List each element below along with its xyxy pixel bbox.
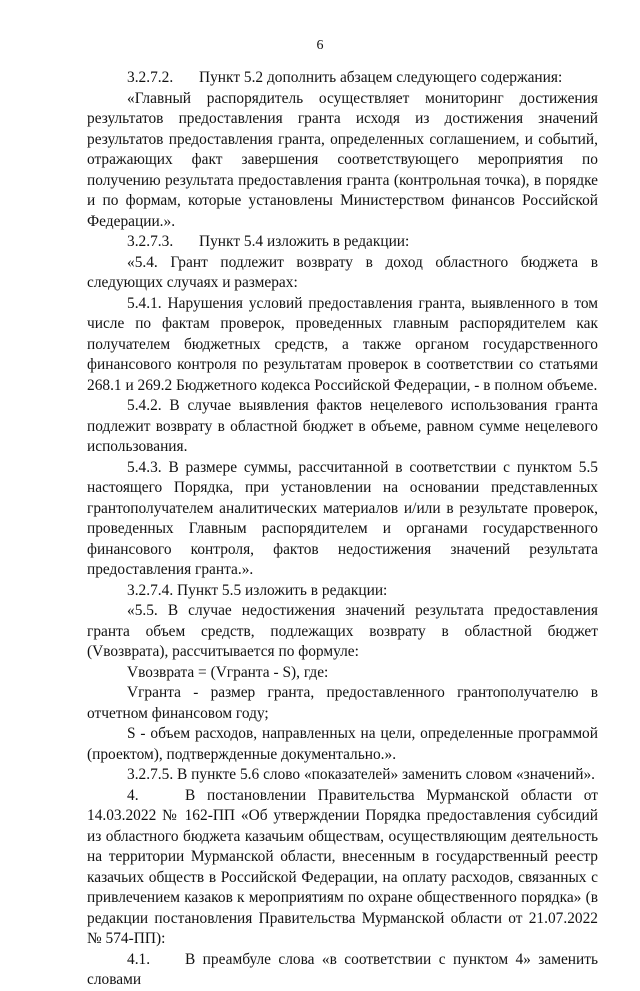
paragraph-text: Vгранта - размер гранта, предоставленного грантополучателю в отчетном финансовом году; bbox=[87, 684, 598, 722]
paragraph-3-2-7-3 bbox=[87, 232, 598, 253]
paragraph-s-definition bbox=[87, 724, 598, 765]
paragraph-4-1 bbox=[87, 950, 598, 991]
paragraph-text: Пункт 5.2 дополнить абзацем следующего содержания: bbox=[199, 69, 563, 86]
page-number: 6 bbox=[316, 38, 324, 53]
paragraph-text: В преамбуле слова «в соответствии с пунктом 4» заменить словами bbox=[87, 950, 598, 988]
paragraph-text: 5.4.3. В размере суммы, рассчитанной в соответствии с пунктом 5.5 настоящего Порядка, при установлении на основании представленных грантополучателем аналитических материалов и/или в результате проверок, проведенных Главным распорядителем и органами государственного финансового контроля, фактов недостижения значений результата предоставления гранта.». bbox=[87, 458, 598, 578]
paragraph-3-2-7-4 bbox=[87, 581, 598, 602]
formula-text: Vвозврата = (Vгранта - S), где: bbox=[127, 663, 329, 681]
clause-number: 4.1. bbox=[127, 950, 151, 968]
paragraph-5-5 bbox=[87, 601, 598, 663]
paragraph-5-4-2 bbox=[87, 396, 598, 458]
paragraph-text: 5.4.1. Нарушения условий предоставления гранта, выявленного в том числе по фактам проверок, проведенных главным распорядителем как получателем бюджетных средств, а также органом государственного финансового контроля по результатам проверок в соответствии со статьями 268.1 и 269.2 Бюджетного кодекса Российской Федерации, - в полном объеме. bbox=[87, 294, 598, 394]
paragraph-quote-monitoring bbox=[87, 89, 598, 233]
paragraph-5-4-3 bbox=[87, 458, 598, 581]
paragraph-5-4 bbox=[87, 253, 598, 294]
paragraph-3-2-7-5 bbox=[87, 765, 598, 786]
paragraph-5-4-1 bbox=[87, 294, 598, 397]
paragraph-4 bbox=[87, 786, 598, 950]
paragraph-v-granta bbox=[87, 683, 598, 724]
paragraph-text: 3.2.7.5. В пункте 5.6 слово «показателей» заменить словом «значений». bbox=[127, 766, 595, 783]
clause-number: 4. bbox=[127, 786, 139, 804]
paragraph-text: Пункт 5.4 изложить в редакции: bbox=[199, 233, 410, 250]
paragraph-text: В постановлении Правительства Мурманской области от 14.03.2022 № 162-ПП «Об утверждении Порядка предоставления субсидий из областного бюджета казачьим обществам, осуществляющим деятельность на территории Мурманской области, внесенным в государственный реестр казачьих обществ в Российской Федерации, на оплату расходов, связанных с привлечением казаков к мероприятиям по охране общественного порядка» (в редакции постановления Правительства Мурманской области от 21.07.2022 № 574-ПП): bbox=[87, 786, 598, 947]
clause-number: 3.2.7.3. bbox=[127, 233, 174, 250]
document-body bbox=[87, 68, 598, 991]
paragraph-text: «Главный распорядитель осуществляет мониторинг достижения результатов предоставления гранта исходя из достижения значений результатов предоставления гранта, определенных соглашением, и событий, отражающих факт завершения соответствующего мероприятия по получению результата предоставления гранта (контрольная точка), в порядке и по формам, которые установлены Министерством финансов Российской Федерации.». bbox=[87, 89, 598, 230]
paragraph-formula bbox=[87, 663, 598, 684]
paragraph-text: 3.2.7.4. Пункт 5.5 изложить в редакции: bbox=[127, 581, 388, 599]
paragraph-text: «5.4. Грант подлежит возврату в доход областного бюджета в следующих случаях и размерах: bbox=[87, 253, 598, 291]
paragraph-text: 5.4.2. В случае выявления фактов нецелевого использования гранта подлежит возврату в областной бюджет в объеме, равном сумме нецелевого использования. bbox=[87, 397, 598, 455]
paragraph-text: S - объем расходов, направленных на цели, определенные программой (проектом), подтвержденные документально.». bbox=[87, 725, 598, 763]
paragraph-text: «5.5. В случае недостижения значений результата предоставления гранта объем средств, подлежащих возврату в областной бюджет (Vвозврата), рассчитывается по формуле: bbox=[87, 602, 598, 660]
paragraph-3-2-7-2 bbox=[87, 68, 598, 89]
clause-number: 3.2.7.2. bbox=[127, 69, 174, 86]
